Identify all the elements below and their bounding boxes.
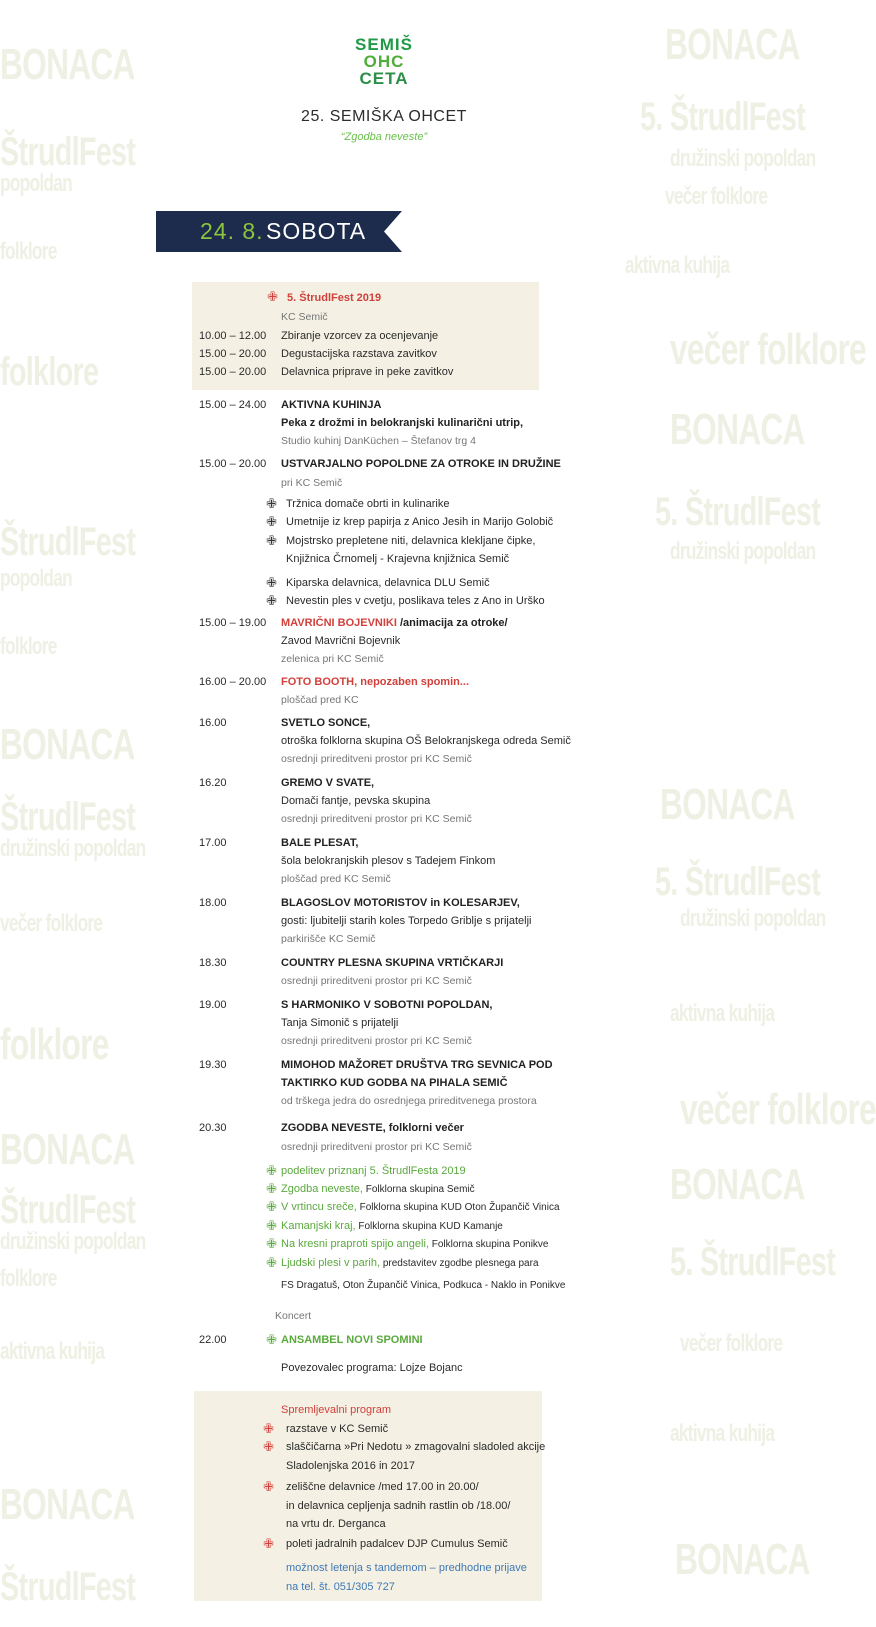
item-title: Zgodba neveste,: [281, 1183, 363, 1195]
bg-word: večer folklore: [680, 1085, 876, 1134]
event-place: ploščad pred KC Semič: [281, 873, 391, 885]
list-item: [281, 1237, 548, 1252]
item-title: Na kresni praproti spijo angeli,: [281, 1238, 429, 1250]
bg-word: BONACA: [660, 780, 795, 829]
bg-word: 5. ŠtrudlFest: [655, 860, 821, 904]
cross-icon: ✙: [266, 514, 277, 529]
event-time: 19.30: [199, 1059, 227, 1071]
bg-word: ŠtrudlFest: [0, 1188, 136, 1232]
event-place: od trškega jedra do osrednjega prireditvenega prostora: [281, 1095, 537, 1107]
event-title: [281, 616, 508, 630]
event-title: S HARMONIKO V SOBOTNI POPOLDAN,: [281, 999, 493, 1011]
item-detail: Folklorna skupina Semič: [362, 1184, 475, 1195]
event-line: Peka z drožmi in belokranjski kulinarični utrip,: [281, 417, 524, 429]
list-item-continued: Sladolenjska 2016 in 2017: [286, 1460, 416, 1472]
day-name: SOBOTA: [266, 218, 367, 244]
day-date: 24. 8.: [200, 218, 264, 244]
bg-word: družinski popoldan: [0, 1228, 146, 1255]
bg-word: ŠtrudlFest: [0, 1565, 136, 1609]
event-place: osrednji prireditveni prostor pri KC Semič: [281, 1035, 472, 1047]
cross-icon: ✙: [266, 1199, 277, 1214]
bg-word: folklore: [0, 1020, 109, 1069]
logo-line-2: OHC: [363, 52, 405, 71]
cross-icon: ✙: [266, 593, 277, 608]
event-time: 16.00 – 20.00: [199, 676, 267, 688]
list-item: podelitev priznanj 5. ŠtrudlFesta 2019: [281, 1165, 466, 1177]
bg-word: folklore: [0, 350, 99, 394]
event-line: Zavod Mavrični Bojevnik: [281, 635, 401, 647]
item-detail: Folklorna skupina KUD Kamanje: [355, 1221, 503, 1232]
logo-line-1: SEMIŠ: [355, 35, 413, 54]
bg-word: družinski popoldan: [0, 835, 146, 862]
event-time: 16.20: [199, 777, 227, 789]
event-title-rest: /animacija za otroke/: [396, 617, 508, 629]
event-text: Zbiranje vzorcev za ocenjevanje: [281, 330, 439, 342]
bg-word: BONACA: [670, 405, 805, 454]
item-detail: predstavitev zgodbe plesnega para: [380, 1258, 539, 1269]
item-detail: Folklorna skupina KUD Oton Župančič Vinica: [356, 1202, 560, 1213]
bg-word: večer folklore: [670, 325, 866, 374]
cross-icon: ✙: [266, 1218, 277, 1233]
event-line: gosti: ljubitelji starih koles Torpedo Gribljе s prijatelji: [281, 915, 532, 927]
event-time: 15.00 – 19.00: [199, 617, 267, 629]
side-program-title: Spremljevalni program: [281, 1404, 392, 1416]
event-place: ploščad pred KC: [281, 694, 359, 706]
cross-icon: ✙: [263, 1421, 274, 1436]
event-time: 17.00: [199, 837, 227, 849]
page-subtitle: “Zgodba neveste”: [340, 131, 428, 143]
bg-word: družinski popoldan: [670, 145, 816, 172]
bg-word: ŠtrudlFest: [0, 795, 136, 839]
event-line: šola belokranjskih plesov s Tadejem Finkom: [281, 855, 496, 867]
event-line: otroška folklorna skupina OŠ Belokranjskega odreda Semič: [281, 735, 571, 747]
list-item-continued: in delavnica cepljenja sadnih rastlin ob /18.00/: [286, 1500, 511, 1512]
item-detail: Folklorna skupina Ponikve: [428, 1239, 549, 1250]
cross-icon: ✙: [266, 1332, 277, 1347]
event-time: 15.00 – 20.00: [199, 348, 267, 360]
list-item: slaščičarna »Pri Nedotu » zmagovalni sladoled akcije: [286, 1441, 546, 1453]
tandem-note: možnost letenja s tandemom – predhodne prijave: [286, 1562, 527, 1574]
day-banner: [156, 211, 402, 252]
cross-icon: ✙: [266, 1163, 277, 1178]
bg-word: BONACA: [670, 1160, 805, 1209]
event-place: zelenica pri KC Semič: [281, 653, 384, 665]
event-place: osrednji prireditveni prostor pri KC Semič: [281, 1141, 472, 1153]
event-time: 15.00 – 20.00: [199, 458, 267, 470]
event-title: GREMO V SVATE,: [281, 777, 375, 789]
event-line: Domači fantje, pevska skupina: [281, 795, 431, 807]
bg-word: 5. ŠtrudlFest: [640, 95, 806, 139]
cross-icon: ✙: [263, 1479, 274, 1494]
bg-word: popoldan: [0, 170, 72, 197]
bg-word: BONACA: [0, 1480, 135, 1529]
event-time: 18.00: [199, 897, 227, 909]
bg-word: 5. ŠtrudlFest: [670, 1240, 836, 1284]
event-place: osrednji prireditveni prostor pri KC Semič: [281, 813, 472, 825]
bg-word: folklore: [0, 238, 57, 265]
event-place: Studio kuhinj DanKüchen – Štefanov trg 4: [281, 435, 476, 447]
event-title-2: TAKTIRKO KUD GODBA NA PIHALA SEMIČ: [281, 1077, 508, 1089]
bg-word: aktivna kuhija: [625, 252, 730, 279]
semiska-ohcet-logo: [352, 36, 416, 88]
list-item: zeliščne delavnice /med 17.00 in 20.00/: [286, 1481, 479, 1493]
strudlfest-title: 5. ŠtrudlFest 2019: [287, 292, 382, 304]
bg-word: aktivna kuhija: [0, 1338, 105, 1365]
item-title: V vrtincu sreče,: [281, 1201, 357, 1213]
tandem-phone: na tel. št. 051/305 727: [286, 1581, 395, 1593]
event-line: Tanja Simonič s prijatelji: [281, 1017, 399, 1029]
list-item: [281, 1256, 539, 1271]
cross-icon: ✙: [266, 1181, 277, 1196]
concert-label: Koncert: [275, 1310, 312, 1322]
event-place: osrednji prireditveni prostor pri KC Semič: [281, 975, 472, 987]
event-text: Degustacijska razstava zavitkov: [281, 348, 437, 360]
event-time: 15.00 – 20.00: [199, 366, 267, 378]
list-item-continued: FS Dragatuš, Oton Župančič Vinica, Podkuca - Naklo in Ponikve: [281, 1280, 566, 1291]
bg-word: aktivna kuhija: [670, 1420, 775, 1447]
list-item: Mojstrsko prepletene niti, delavnica klekljane čipke,: [286, 535, 536, 547]
bg-word: večer folklore: [680, 1330, 783, 1357]
list-item: [281, 1219, 503, 1234]
event-time: 18.30: [199, 957, 227, 969]
event-time: 19.00: [199, 999, 227, 1011]
event-title: FOTO BOOTH, nepozaben spomin...: [281, 676, 470, 688]
list-item-continued: na vrtu dr. Derganca: [286, 1518, 386, 1530]
bg-word: večer folklore: [665, 183, 768, 210]
cross-icon: ✙: [266, 1236, 277, 1251]
logo-line-3: CETA: [359, 69, 409, 88]
event-time: 22.00: [199, 1334, 227, 1346]
list-item: [281, 1200, 560, 1215]
cross-icon: ✙: [263, 1439, 274, 1454]
cross-icon: ✙: [266, 533, 277, 548]
list-item: Umetnije iz krep papirja z Anico Jesih in Marijo Golobič: [286, 516, 554, 528]
event-time: 10.00 – 12.00: [199, 330, 267, 342]
bg-word: BONACA: [0, 40, 135, 89]
event-place: parkirišče KC Semič: [281, 933, 376, 945]
cross-icon: ✙: [266, 575, 277, 590]
item-title: Kamanjski kraj,: [281, 1220, 356, 1232]
event-place: osrednji prireditveni prostor pri KC Semič: [281, 753, 472, 765]
event-title: USTVARJALNO POPOLDNE ZA OTROKE IN DRUŽINE: [281, 458, 561, 470]
bg-word: ŠtrudlFest: [0, 520, 136, 564]
list-item: Tržnica domače obrti in kulinarike: [286, 498, 450, 510]
event-time: 20.30: [199, 1122, 227, 1134]
bg-word: BONACA: [0, 1125, 135, 1174]
bg-word: folklore: [0, 633, 57, 660]
event-host: Povezovalec programa: Lojze Bojanc: [281, 1362, 463, 1374]
event-title: AKTIVNA KUHINJA: [281, 399, 382, 411]
list-item: razstave v KC Semič: [286, 1423, 389, 1435]
event-time: 15.00 – 24.00: [199, 399, 267, 411]
bg-word: večer folklore: [0, 910, 103, 937]
cross-icon: ✙: [266, 1255, 277, 1270]
cross-icon: ✙: [263, 1536, 274, 1551]
event-text: Delavnica priprave in peke zavitkov: [281, 366, 454, 378]
event-title-red: MAVRIČNI BOJEVNIKI: [281, 617, 397, 629]
event-title: ZGODBA NEVESTE, folklorni večer: [281, 1122, 464, 1134]
bg-word: BONACA: [665, 20, 800, 69]
bg-word: BONACA: [675, 1535, 810, 1584]
event-title: ANSAMBEL NOVI SPOMINI: [281, 1334, 423, 1346]
event-title: COUNTRY PLESNA SKUPINA VRTIČKARJI: [281, 957, 504, 969]
list-item: Nevestin ples v cvetju, poslikava teles z Ano in Urško: [286, 595, 545, 607]
cross-icon: ✙: [266, 496, 277, 511]
item-title: Ljudski plesi v parih,: [281, 1257, 381, 1269]
bg-word: družinski popoldan: [680, 905, 826, 932]
list-item: [281, 1182, 475, 1197]
list-item: Kiparska delavnica, delavnica DLU Semič: [286, 577, 490, 589]
event-title: BLAGOSLOV MOTORISTOV in KOLESARJEV,: [281, 897, 520, 909]
event-time: 16.00: [199, 717, 227, 729]
bg-word: popoldan: [0, 565, 72, 592]
bg-word: 5. ŠtrudlFest: [655, 490, 821, 534]
event-title: BALE PLESAT,: [281, 837, 359, 849]
bg-word: družinski popoldan: [670, 538, 816, 565]
event-place: pri KC Semič: [281, 477, 343, 489]
strudlfest-location: KC Semič: [281, 311, 328, 323]
bg-word: aktivna kuhija: [670, 1000, 775, 1027]
bg-word: ŠtrudlFest: [0, 130, 136, 174]
list-item: Knjižnica Črnomelj - Krajevna knjižnica Semič: [286, 553, 510, 565]
event-title: SVETLO SONCE,: [281, 717, 371, 729]
page-title: 25. SEMIŠKA OHCET: [301, 108, 467, 125]
cross-icon: ✙: [267, 289, 278, 304]
event-title: MIMOHOD MAŽORET DRUŠTVA TRG SEVNICA POD: [281, 1059, 553, 1071]
list-item: poleti jadralnih padalcev DJP Cumulus Semič: [286, 1538, 508, 1550]
bg-word: BONACA: [0, 720, 135, 769]
bg-word: folklore: [0, 1265, 57, 1292]
